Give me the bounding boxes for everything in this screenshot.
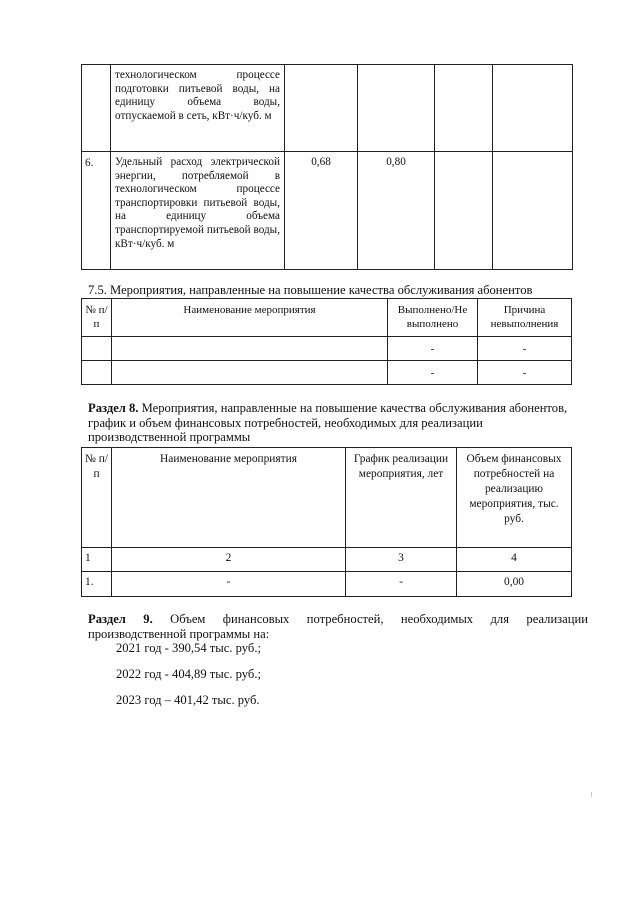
section-8-label: Раздел 8. [88, 401, 139, 415]
row-number [82, 361, 112, 385]
table-row [82, 572, 572, 597]
table-row [82, 337, 572, 361]
section-9-word: для [490, 612, 510, 626]
measure-name: - [112, 572, 346, 597]
finance-year-2021: 2021 год - 390,54 тыс. руб.; [116, 641, 261, 655]
section-9-title-line [88, 612, 588, 627]
header-measure-name: Наименование мероприятия [112, 448, 346, 548]
service-quality-table [81, 298, 572, 385]
section-8-title [88, 401, 574, 445]
reason-value: - [478, 337, 572, 361]
completed-value: - [388, 361, 478, 385]
index-cell: 4 [457, 548, 572, 572]
header-number: № п/п [82, 448, 112, 548]
indicator-value [358, 65, 435, 152]
indicator-name: Удельный расход электрической энергии, потребляемой в технологическом процессе транспортировки питьевой воды, на единицу объема транспортируемой питьевой воды, кВт·ч/куб. м [111, 152, 285, 270]
indicator-value: 0,68 [285, 152, 358, 270]
row-number: 6. [82, 152, 111, 270]
section-9-word: потребностей, [306, 612, 384, 626]
reason-value: - [478, 361, 572, 385]
header-finance-volume: Объем финансовых потребностей на реализацию мероприятия, тыс. руб. [457, 448, 572, 548]
section-9-word: необходимых [400, 612, 474, 626]
index-cell: 2 [112, 548, 346, 572]
table-header-row [82, 299, 572, 337]
measure-name [112, 337, 388, 361]
header-completed: Выполнено/Не выполнено [388, 299, 478, 337]
section-8-text: Мероприятия, направленные на повышение качества обслуживания абонентов, график и объем финансовых потребностей, необходимых для реализации производственной программы [88, 401, 568, 444]
table-row [82, 361, 572, 385]
table-index-row [82, 548, 572, 572]
indicator-value: 0,80 [358, 152, 435, 270]
index-cell: 1 [82, 548, 112, 572]
section-9-word: 9. [143, 612, 153, 626]
indicator-value [493, 152, 573, 270]
finance-year-2023: 2023 год – 401,42 тыс. руб. [116, 693, 260, 707]
row-number [82, 337, 112, 361]
section-9-title-line2: производственной программы на: [88, 626, 270, 641]
section-9-word: Раздел [88, 612, 126, 626]
section-9-word: финансовых [222, 612, 290, 626]
header-measure-name: Наименование мероприятия [112, 299, 388, 337]
header-number: № п/п [82, 299, 112, 337]
finance-year-2022: 2022 год - 404,89 тыс. руб.; [116, 667, 261, 681]
indicator-value [285, 65, 358, 152]
completed-value: - [388, 337, 478, 361]
scan-mark [591, 792, 592, 797]
measures-finance-table [81, 447, 572, 597]
indicator-value [435, 152, 493, 270]
indicator-value [493, 65, 573, 152]
indicator-value [435, 65, 493, 152]
section-9-word: реализации [526, 612, 588, 626]
measure-name [112, 361, 388, 385]
table-row [82, 65, 573, 152]
section-9-word: Объем [170, 612, 206, 626]
indicators-table [81, 64, 573, 270]
header-schedule: График реализации мероприятия, лет [346, 448, 457, 548]
section-7-5-title: 7.5. Мероприятия, направленные на повышение качества обслуживания абонентов [88, 283, 533, 297]
row-number [82, 65, 111, 152]
table-row [82, 152, 573, 270]
header-reason: Причина невыполнения [478, 299, 572, 337]
indicator-name: технологическом процессе подготовки питьевой воды, на единицу объема воды, отпускаемой в сеть, кВт·ч/куб. м [111, 65, 285, 152]
table-header-row [82, 448, 572, 548]
row-number: 1. [82, 572, 112, 597]
section-9 [88, 612, 588, 641]
schedule-value: - [346, 572, 457, 597]
index-cell: 3 [346, 548, 457, 572]
finance-volume-value: 0,00 [457, 572, 572, 597]
